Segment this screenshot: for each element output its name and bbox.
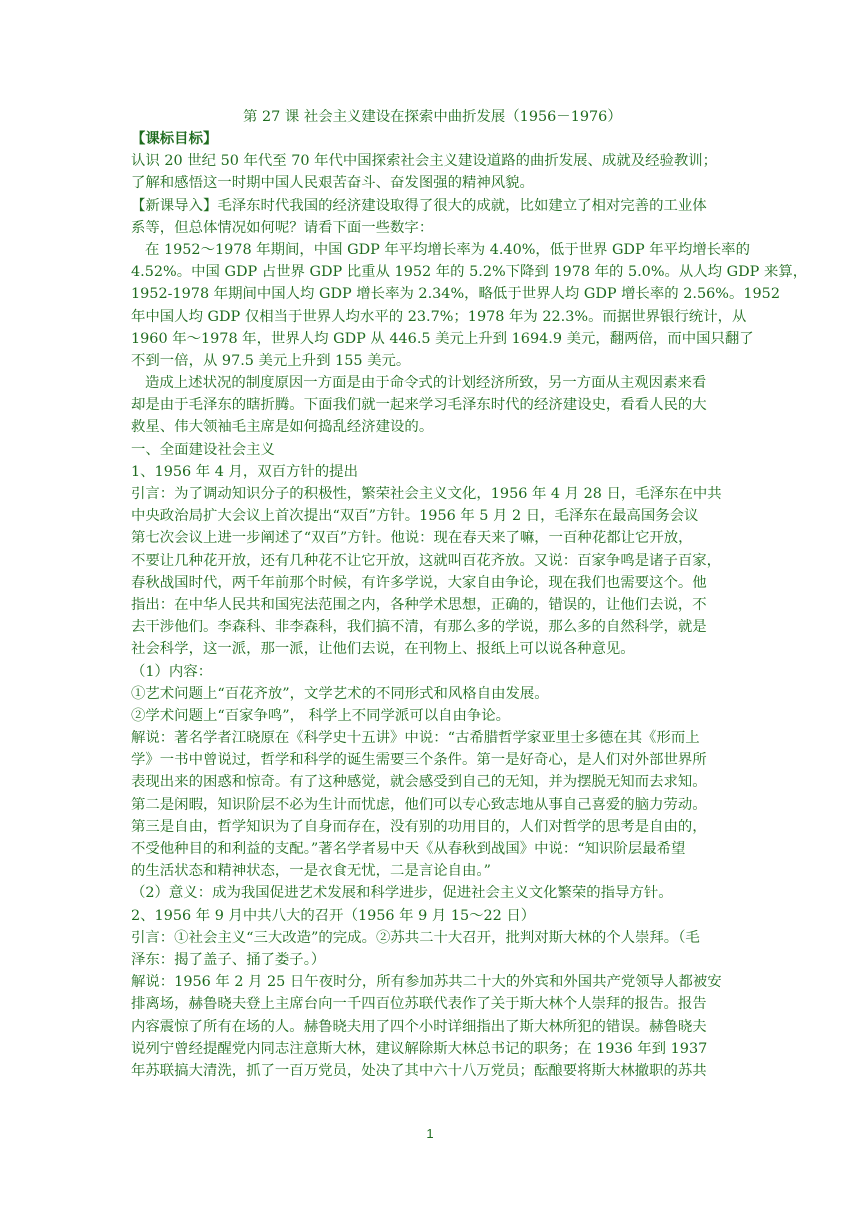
text-line: 认识 20 世纪 50 年代至 70 年代中国探索社会主义建设道路的曲折发展、成就及经验教训；: [131, 153, 718, 170]
text-line: 第三是自由，哲学知识为了自身而存在，没有别的功用目的，人们对哲学的思考是自由的，: [131, 818, 707, 835]
text-line: 系等，但总体情况如何呢？请看下面一些数字：: [131, 219, 434, 236]
text-line: ②学术问题上“百家争鸣”， 科学上不同学派可以自由争论。: [131, 707, 511, 724]
text-line: 2、1956 年 9 月中共八大的召开（1956 年 9 月 15～22 日）: [131, 907, 536, 924]
text-line: 社会科学，这一派，那一派，让他们去说，在刊物上、报纸上可以说各种意见。: [131, 641, 635, 658]
text-line: 不到一倍，从 97.5 美元上升到 155 美元。: [131, 352, 411, 369]
text-line: 一、全面建设社会主义: [131, 441, 275, 458]
text-line: （2）意义：成为我国促进艺术发展和科学进步，促进社会主义文化繁荣的指导方针。: [131, 885, 673, 902]
text-line: 1952-1978 年期间中国人均 GDP 增长率为 2.34%，略低于世界人均 GDP 增长率的 2.56%。1952: [131, 286, 780, 303]
text-line: 却是由于毛泽东的瞎折腾。下面我们就一起来学习毛泽东时代的经济建设史，看看人民的大: [131, 397, 707, 414]
text-line: 引言：为了调动知识分子的积极性，繁荣社会主义文化，1956 年 4 月 28 日，毛泽东在中共: [131, 486, 722, 502]
text-line: 中央政治局扩大会议上首次提出“双百”方针。1956 年 5 月 2 日，毛泽东在最高国务会议: [131, 508, 699, 525]
text-line: 第二是闲暇，知识阶层不必为生计而忧虑，他们可以专心致志地从事自己喜爱的脑力劳动。: [131, 796, 707, 813]
text-line: 在 1952～1978 年期间，中国 GDP 年平均增长率为 4.40%，低于世界 GDP 年平均增长率的: [145, 241, 750, 258]
text-line: 4.52%。中国 GDP 占世界 GDP 比重从 1952 年的 5.2%下降到 1978 年的 5.0%。从人均 GDP 来算，: [131, 264, 808, 281]
text-line: ①艺术问题上“百花齐放”，文学艺术的不同形式和风格自由发展。: [131, 685, 549, 702]
text-line: 解说：著名学者江晓原在《科学史十五讲》中说：“古希腊哲学家亚里士多德在其《形而上: [131, 730, 700, 747]
text-line: 【课标目标】: [131, 130, 218, 147]
text-line: 的生活状态和精神状态，一是衣食无忧，二是言论自由。”: [131, 863, 491, 880]
text-line: 学》一书中曾说过，哲学和科学的诞生需要三个条件。第一是好奇心，是人们对外部世界所: [131, 752, 707, 769]
text-line: 【新课导入】毛泽东时代我国的经济建设取得了很大的成就，比如建立了相对完善的工业体: [131, 197, 707, 214]
text-line: 春秋战国时代，两千年前那个时候，有许多学说，大家自由争论，现在我们也需要这个。他: [131, 574, 707, 591]
text-line: 去干涉他们。李森科、非李森科，我们搞不清，有那么多的学说，那么多的自然科学，就是: [131, 619, 707, 636]
text-line: 内容震惊了所有在场的人。赫鲁晓夫用了四个小时详细指出了斯大林所犯的错误。赫鲁晓夫: [131, 1018, 707, 1035]
text-line: 排离场，赫鲁晓夫登上主席台向一千四百位苏联代表作了关于斯大林个人崇拜的报告。报告: [131, 996, 707, 1013]
text-line: 解说：1956 年 2 月 25 日午夜时分，所有参加苏共二十大的外宾和外国共产党领导人都被安: [131, 974, 722, 991]
page-number: 1: [426, 1126, 434, 1141]
text-line: 指出：在中华人民共和国宪法范围之内，各种学术思想，正确的，错误的，让他们去说，不: [131, 596, 707, 613]
text-line: 不要让几种花开放，还有几种花不让它开放，这就叫百花齐放。又说：百家争鸣是诸子百家，: [131, 552, 722, 569]
text-line: 救星、伟大领袖毛主席是如何捣乱经济建设的。: [131, 419, 434, 436]
lesson-title: 第 27 课 社会主义建设在探索中曲折发展（1956－1976）: [243, 109, 622, 125]
text-line: 第七次会议上进一步阐述了“双百”方针。他说：现在春天来了嘛，一百种花都让它开放，: [131, 530, 693, 547]
text-line: 泽东：揭了盖子、捅了娄子。）: [131, 951, 326, 968]
text-line: 1、1956 年 4 月，双百方针的提出: [131, 463, 358, 480]
text-line: （1）内容：: [131, 663, 213, 680]
text-lines: [131, 128, 808, 1082]
text-line: 1960 年～1978 年，世界人均 GDP 从 446.5 美元上升到 1694.9 美元，翻两倍，而中国只翻了: [131, 330, 754, 347]
text-line: 造成上述状况的制度原因一方面是由于命令式的计划经济所致，另一方面从主观因素来看: [145, 375, 707, 392]
text-line: 年苏联搞大清洗，抓了一百万党员，处决了其中六十八万党员；酝酿要将斯大林撤职的苏共: [131, 1062, 707, 1079]
text-line: 引言：①社会主义“三大改造”的完成。②苏共二十大召开，批判对斯大林的个人崇拜。（毛: [131, 929, 700, 946]
text-line: 表现出来的困惑和惊奇。有了这种感觉，就会感受到自己的无知，并为摆脱无知而去求知。: [131, 774, 707, 791]
document-body: [131, 106, 808, 1082]
text-line: 说列宁曾经提醒党内同志注意斯大林，建议解除斯大林总书记的职务；在 1936 年到 1937: [131, 1040, 708, 1057]
text-line: 年中国人均 GDP 仅相当于世界人均水平的 23.7%；1978 年为 22.3%。而据世界银行统计，从: [131, 308, 747, 325]
text-line: 不受他种目的和利益的支配。”著名学者易中天《从春秋到战国》中说：“知识阶层最希望: [131, 841, 686, 857]
text-line: 了解和感悟这一时期中国人民艰苦奋斗、奋发图强的精神风貌。: [131, 175, 534, 192]
